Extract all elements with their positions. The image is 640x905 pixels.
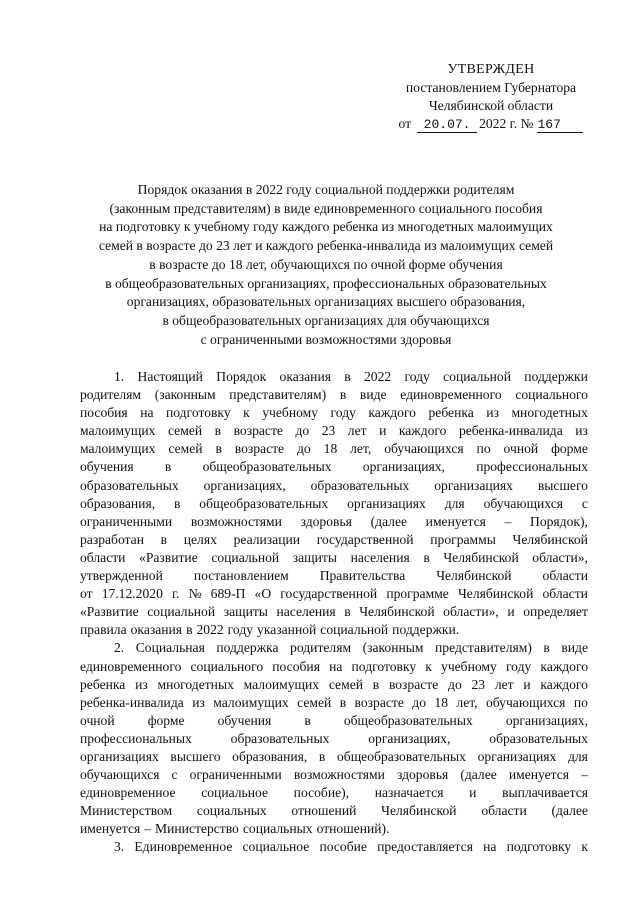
paragraph-line: 3. Единовременное социальное пособие предоставляется на подготовку к (114, 839, 588, 855)
paragraph-line: единовременное социальное пособие), назначается и выплачивается (80, 785, 588, 801)
paragraph-line: ограниченными возможностями здоровья (далее именуется – Порядок), (80, 513, 588, 529)
approval-line-1: постановлением Губернатора (405, 80, 577, 95)
approval-line-2: Челябинской области (428, 98, 554, 113)
paragraph-line: образовательных организациях, образовательных организациях высшего (80, 477, 588, 493)
paragraph-line: единовременного социального пособия на подготовку к учебному году каждого (80, 658, 588, 674)
paragraph-line: 1. Настоящий Порядок оказания в 2022 году социальной поддержки (114, 369, 588, 384)
approval-stamp-block (376, 61, 606, 133)
title-line: (законным представителям) в виде единовременного социального пособия (109, 200, 543, 216)
paragraph-line: пособия на подготовку к учебному году каждого ребенка из многодетных (80, 405, 588, 421)
title-line: семей в возрасте до 23 лет и каждого ребенка-инвалида из малоимущих семей (98, 238, 554, 254)
approval-date-row (376, 115, 606, 133)
paragraph-line: малоимущих семей в возрасте до 23 лет и каждого ребенка-инвалида из (80, 423, 588, 439)
paragraph-line: организациях высшего образования, в общеобразовательных организациях для (80, 748, 588, 764)
approval-date-field: 20.07. (417, 117, 477, 133)
paragraph-line: ребенка из многодетных малоимущих семей в возрасте до 23 лет и каждого (80, 676, 588, 692)
approval-title: УТВЕРЖДЕН (447, 62, 535, 77)
paragraph-line: утвержденной постановлением Правительства Челябинской области (80, 568, 588, 584)
document-title (80, 181, 572, 349)
paragraph-line: «Развитие социальной защиты населения в Челябинской области», и определяет (80, 604, 588, 620)
title-line: с ограниченными возможностями здоровья (200, 331, 452, 347)
title-line: Порядок оказания в 2022 году социальной поддержки родителям (137, 182, 515, 197)
paragraph-line: области «Развитие социальной защиты населения в Челябинской области», (80, 549, 588, 565)
title-line: организациях, образовательных организациях высшего образования, (126, 294, 526, 310)
paragraph-line: разработан в целях реализации государственной программы Челябинской (80, 531, 588, 547)
paragraph-line: обучающихся с ограниченными возможностями здоровья (далее именуется – (80, 767, 588, 783)
paragraph-line: профессиональных образовательных организациях, образовательных (80, 730, 588, 746)
paragraph-line: малоимущих семей в возрасте до 18 лет, обучающихся по очной форме (80, 441, 588, 457)
approval-from-prefix: от (398, 116, 412, 131)
title-line: на подготовку к учебному году каждого ребенка из многодетных малоимущих (99, 219, 553, 235)
title-line: в общеобразовательных организациях для обучающихся (162, 312, 490, 328)
paragraph-line: родителям (законным представителям) в виде единовременного социального (80, 387, 588, 403)
approval-year-text: 2022 г. № (479, 116, 534, 131)
paragraph-line: Министерством социальных отношений Челябинской области (далее (80, 803, 588, 819)
title-line: в общеобразовательных организациях, профессиональных образовательных (105, 275, 547, 291)
paragraph-line: от 17.12.2020 г. № 689-П «О государственной программе Челябинской области (80, 586, 588, 602)
approval-number-field: 167 (537, 117, 583, 133)
paragraph-line: ребенка-инвалида из малоимущих семей в возрасте до 18 лет, обучающихся по (80, 694, 588, 710)
paragraph-line: обучения в общеобразовательных организациях, профессиональных (80, 459, 588, 475)
paragraph-line: именуется – Министерство социальных отношений). (80, 821, 390, 837)
paragraph-line: образования, в общеобразовательных организациях для обучающихся с (80, 495, 588, 511)
paragraph-line: 2. Социальная поддержка родителям (законным представителям) в виде (114, 640, 588, 656)
paragraph-line: правила оказания в 2022 году указанной социальной поддержки. (80, 622, 460, 638)
paragraph-line: очной форме обучения в общеобразовательных организациях, (80, 712, 588, 728)
document-body (80, 368, 588, 857)
title-line: в возрасте до 18 лет, обучающихся по очной форме обучения (149, 256, 503, 272)
